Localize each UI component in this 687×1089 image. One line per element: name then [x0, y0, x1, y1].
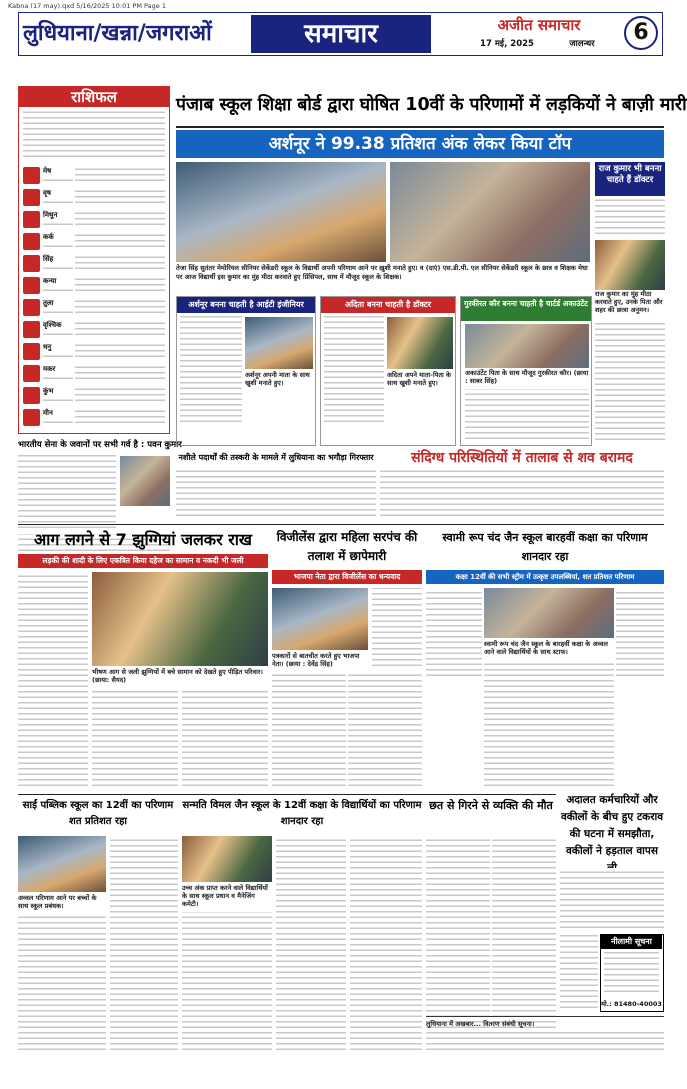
rashifal-text [75, 365, 165, 383]
small-story-headline: भारतीय सेना के जवानों पर सभी गर्व है : पवन कुमार [18, 440, 182, 450]
rashifal-sign-name: मीन [43, 409, 53, 417]
sub-story-3-photo [465, 324, 589, 368]
rashifal-item [23, 165, 165, 186]
rashifal-text [43, 353, 73, 361]
rashifal-text [75, 211, 165, 229]
rashifal-text [43, 243, 73, 251]
rashifal-sign-name: तुला [43, 299, 54, 307]
rashifal-intro [23, 111, 165, 161]
rashifal-text [75, 255, 165, 273]
sanmati-story-body-2 [276, 836, 346, 1054]
school-story-caption: स्वामी रूप चंद जैन स्कूल के बारहवीं कक्षा के अव्वल आने वाले विद्यार्थियों के साथ स्टाफ। [484, 640, 608, 656]
zodiac-icon [23, 321, 40, 338]
sub-story-2-body [324, 316, 384, 426]
rashifal-item [23, 209, 165, 230]
main-subhead: अर्शनूर ने 99.38 प्रतिशत अंक लेकर किया टॉप [176, 130, 664, 158]
school-story-body-3 [484, 660, 614, 790]
main-photo-left [176, 162, 386, 262]
rashifal-sign-name: मिथुन [43, 211, 58, 219]
rule [18, 524, 664, 525]
fire-story-body-2 [92, 688, 178, 790]
rashifal-item [23, 385, 165, 406]
rashifal-text [75, 387, 165, 405]
sub-story-3-headline: गुरकीरत कौर बनना चाहती है चार्टर्ड अकाउंटेंट [461, 297, 591, 321]
sai-story-photo [18, 836, 106, 892]
rooffall-story-headline: छत से गिरने से व्यक्ति की मौत [429, 799, 553, 812]
sub-story-1-body [180, 316, 242, 426]
small-story-body [18, 454, 116, 532]
rashifal-item [23, 407, 165, 428]
sai-story-headline: साईं पब्लिक स्कूल का 12वीं का परिणाम शत प्रतिशत रहा [22, 800, 174, 827]
rashifal-item [23, 341, 165, 362]
rashifal-text [43, 221, 73, 229]
masthead-date: 17 मई, 2025 [480, 39, 534, 49]
footer-note-text: लुधियाना में अखबार... वितरण संबंधी सूचना। [426, 1020, 535, 1028]
school-story-kicker: कक्षा 12वीं की सभी स्ट्रीम में उत्कृष्ट उपलब्धियां, शत प्रतिशत परिणाम [426, 570, 664, 584]
court-story-body [560, 868, 664, 932]
sanmati-story-body [182, 912, 272, 1054]
rashifal-item [23, 275, 165, 296]
sub-story-3-caption: अकाउंटेंट पिता के साथ मौजूद गुरकीरत कौर। (छाया : साबर सिंह) [465, 369, 589, 385]
rashifal-text [43, 331, 73, 339]
school-story-body [426, 588, 482, 680]
masthead-paper-name: अजीत समाचार [497, 16, 581, 34]
rashifal-item [23, 231, 165, 252]
sanmati-story-body-3 [350, 836, 422, 1054]
sanmati-story-caption: उच्च अंक प्राप्त करने वाले विद्यार्थियों के साथ स्कूल प्रधान व मैनेजिंग कमेटी। [182, 884, 268, 908]
sai-story-caption: अव्वल परिणाम आने पर बच्चों के साथ स्कूल प्रबंधक। [18, 894, 97, 910]
rashifal-text [75, 167, 165, 185]
zodiac-icon [23, 277, 40, 294]
sanmati-story-photo [182, 836, 272, 882]
rashifal-list [23, 165, 165, 431]
zodiac-icon [23, 387, 40, 404]
sub-story-3-body [465, 389, 589, 443]
rashifal-title: राशिफल [19, 87, 169, 107]
raid-story-body-3 [348, 672, 422, 790]
raid-story-headline: विजीलेंस द्वारा महिला सरपंच की तलाश में छापेमारी [276, 530, 418, 563]
rule [18, 794, 556, 795]
notice-title: नीलामी सूचना [601, 935, 662, 949]
rashifal-text [43, 265, 73, 273]
sub-story-3 [460, 296, 592, 446]
court-story-body-2 [560, 934, 598, 1012]
main-headline: पंजाब स्कूल शिक्षा बोर्ड द्वारा घोषित 10वीं के परिणामों में लड़कियों ने बाज़ी मारी [176, 95, 687, 115]
notice-box [600, 934, 664, 1012]
rashifal-sign-name: वृश्चिक [43, 321, 62, 329]
court-story-headline: अदालत कर्मचारियों और वकीलों के बीच हुए टकराव की घटना में समझौता, वकीलों ने हड़ताल वापस [560, 794, 664, 857]
rashifal-text [75, 409, 165, 427]
print-info: Kabna (17 may).qxd 5/16/2025 10:01 PM Page 1 [8, 2, 166, 10]
sub-story-2-headline: अदिता बनना चाहती है डॉक्टर [321, 297, 455, 313]
zodiac-icon [23, 343, 40, 360]
zodiac-icon [23, 299, 40, 316]
side-story-caption: राज कुमार का मुंह मीठा करवाते हुए, उनके पिता और शहर की छात्रा अनुमन। [595, 290, 663, 314]
rashifal-box [18, 86, 170, 434]
sub-story-2 [320, 296, 456, 446]
fire-story-caption: भीषण आग से जली झुग्गियों में बचे सामान को देखते हुए पीड़ित परिवार। (छाया: सैयद) [92, 668, 263, 684]
rashifal-item [23, 253, 165, 274]
rashifal-text [43, 287, 73, 295]
footer-note-body [426, 1032, 664, 1054]
zodiac-icon [23, 255, 40, 272]
rule [176, 126, 664, 128]
rashifal-text [75, 343, 165, 361]
rashifal-text [43, 199, 73, 207]
police-story-headline: नशीले पदार्थों की तस्करी के मामले में लुधियाना का भगौड़ा गिरफ्तार [178, 453, 374, 462]
zodiac-icon [23, 233, 40, 250]
notice-contact: मो.: 81480-40003 [601, 1000, 662, 1008]
zodiac-icon [23, 365, 40, 382]
rashifal-sign-name: कुंभ [43, 387, 54, 395]
fire-story-photo [92, 572, 268, 666]
page-number: 6 [624, 16, 658, 50]
sub-story-1-caption: अर्शनूर अपनी माता के साथ खुशी मनाते हुए। [245, 371, 310, 387]
masthead-center-title: समाचार [251, 15, 431, 53]
rashifal-text [43, 177, 73, 185]
rashifal-item [23, 363, 165, 384]
small-story-photo [120, 456, 170, 506]
sai-story-body-2 [110, 836, 178, 1054]
main-photo-caption: तेजा सिंह सुतंतर मेमोरियल सीनियर सेकेंडरी स्कूल के विद्यार्थी अपनी परिणाम आने पर ख़ुशी मनाते हुए। व (दाएं) एस.डी.पी. एल सीनियर सेकेंडरी स्कूल के छात्र व शिक्षक मेधा पर आज विद्यार्थी इस कुमार का मुंह मीठा करवाते हुए प्रिंसिपल, साथ में मौजूद स्कूल के शिक्षक। [176, 264, 588, 281]
rashifal-text [75, 189, 165, 207]
side-story-body [595, 198, 665, 238]
sub-story-1-photo [245, 317, 313, 369]
sub-story-1 [176, 296, 316, 446]
fire-story-body [18, 572, 88, 790]
notice-body [604, 952, 659, 996]
sub-story-1-headline: अर्शनूर बनना चाहती है आईटी इंजीनियर [177, 297, 315, 313]
school-story-body-2 [616, 588, 664, 680]
rashifal-item [23, 319, 165, 340]
zodiac-icon [23, 189, 40, 206]
raid-story-caption: पत्रकारों से बातचीत करते हुए भाजपा नेता। (छाया : देवेंद्र सिंह) [272, 652, 360, 668]
sai-story-body [18, 914, 106, 1054]
rashifal-text [43, 419, 73, 427]
rashifal-sign-name: वृष [43, 189, 51, 197]
sub-story-2-photo [387, 317, 453, 369]
sanmati-story-headline: सन्मति विमल जैन स्कूल के 12वीं कक्षा के विद्यार्थियों का परिणाम शानदार रहा [182, 800, 422, 827]
rashifal-text [75, 321, 165, 339]
rashifal-sign-name: सिंह [43, 255, 54, 263]
sub-story-2-caption: अदिता अपने माता-पिता के साथ खुशी मनाते हुए। [387, 371, 451, 387]
rashifal-item [23, 187, 165, 208]
side-story-photo [595, 240, 665, 290]
rashifal-text [43, 375, 73, 383]
rashifal-sign-name: मेष [43, 167, 52, 175]
school-story-photo [484, 588, 614, 638]
raid-story-kicker: भाजपा नेता द्वारा विजीलेंस का धन्यवाद [272, 570, 422, 584]
rashifal-text [43, 309, 73, 317]
rashifal-sign-name: मकर [43, 365, 56, 373]
rashifal-text [75, 277, 165, 295]
rashifal-sign-name: धनु [43, 343, 52, 351]
zodiac-icon [23, 167, 40, 184]
main-photo-right [390, 162, 590, 262]
masthead [18, 12, 663, 56]
raid-story-body-2 [272, 672, 346, 790]
suspicious-story-headline: संदिग्ध परिस्थितियों में तालाब से शव बरामद [411, 450, 633, 466]
fire-story-body-3 [182, 688, 268, 790]
side-story-headline: राज कुमार भी बनना चाहते हैं डॉक्टर [595, 162, 665, 196]
rashifal-text [75, 233, 165, 251]
rashifal-sign-name: कर्क [43, 233, 54, 241]
rashifal-item [23, 297, 165, 318]
masthead-left-title: लुधियाना/खन्ना/जगराओं [23, 21, 212, 46]
school-story-headline: स्वामी रूप चंद जैन स्कूल बारहवीं कक्षा का परिणाम शानदार रहा [442, 531, 648, 563]
footer-note [426, 1016, 664, 1056]
zodiac-icon [23, 409, 40, 426]
rashifal-sign-name: कन्या [43, 277, 57, 285]
police-story-body [176, 468, 376, 520]
rashifal-text [75, 299, 165, 317]
side-story-body-2 [595, 322, 665, 444]
zodiac-icon [23, 211, 40, 228]
suspicious-story-body [380, 470, 664, 520]
masthead-city: जालन्धर [569, 39, 595, 49]
fire-story-kicker: लड़की की शादी के लिए एकत्रित किया दहेज का सामान व नकदी भी जली [18, 554, 268, 568]
raid-story-body [372, 588, 422, 670]
rashifal-text [43, 397, 73, 405]
raid-story-photo [272, 588, 368, 650]
fire-story-headline: आग लगने से 7 झुग्गियां जलकर राख [34, 530, 252, 549]
